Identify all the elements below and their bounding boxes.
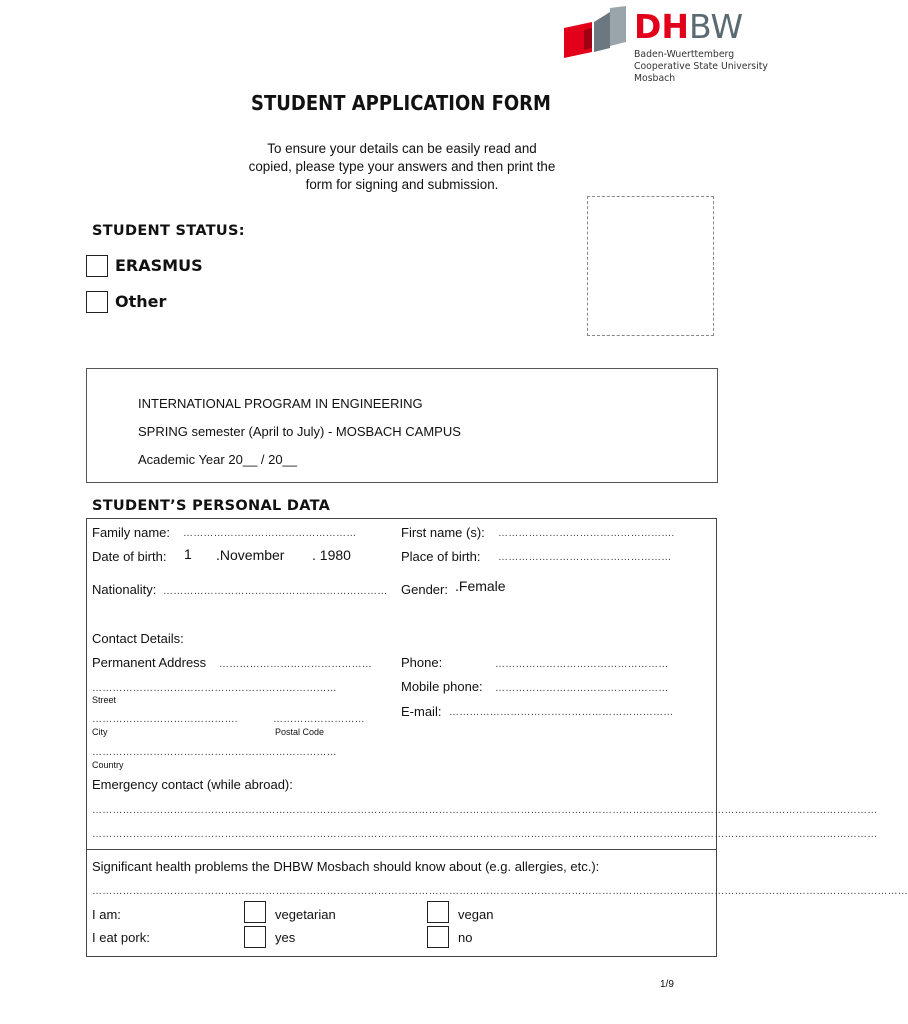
emergency-contact-line-2[interactable]: …………………………………………………………………………………………………………………………………………………………………………………………………………… xyxy=(92,829,878,840)
place-of-birth-label: Place of birth: xyxy=(401,549,481,564)
logo-subtitle-2: Cooperative State University xyxy=(634,61,768,72)
page-number: 1/9 xyxy=(660,979,674,990)
logo-subtitle-3: Mosbach xyxy=(634,73,676,84)
gender-label: Gender: xyxy=(401,582,448,597)
intro-line-3: form for signing and submission. xyxy=(305,177,499,192)
student-status-heading: STUDENT STATUS: xyxy=(92,223,245,239)
dob-year-field[interactable]: . 1980 xyxy=(312,547,351,563)
email-field[interactable]: ………………………………………………………… xyxy=(449,707,674,718)
street-label: Street xyxy=(92,695,117,705)
permanent-address-field[interactable]: ……………………………………… xyxy=(219,659,372,670)
dob-month-field[interactable]: .November xyxy=(216,547,285,563)
eat-pork-label: I eat pork: xyxy=(92,930,150,945)
other-label: Other xyxy=(115,292,167,311)
contact-details-label: Contact Details: xyxy=(92,631,184,646)
email-label: E-mail: xyxy=(401,704,442,719)
i-am-label: I am: xyxy=(92,907,121,922)
street-field[interactable]: ……………………………………………………………… xyxy=(92,683,337,694)
other-checkbox[interactable] xyxy=(86,291,108,313)
vegan-checkbox[interactable] xyxy=(427,901,449,923)
phone-label: Phone: xyxy=(401,655,443,670)
dhbw-logo-text: DHBW xyxy=(634,7,744,46)
intro-line-2: copied, please type your answers and then print the xyxy=(248,159,556,174)
pork-no-label: no xyxy=(458,930,473,945)
erasmus-checkbox[interactable] xyxy=(86,255,108,277)
mobile-phone-field[interactable]: …………………………………………… xyxy=(495,683,669,694)
dhbw-logo-mark xyxy=(562,6,630,62)
city-field[interactable]: ……………………………………. xyxy=(92,714,238,725)
postal-code-label: Postal Code xyxy=(275,727,325,737)
pork-yes-label: yes xyxy=(275,930,296,945)
health-field[interactable]: …………………………………………………………………………………………………………………………………………………………………………………………………………………… xyxy=(92,886,908,897)
place-of-birth-field[interactable]: …………………………………………… xyxy=(498,552,672,563)
mobile-phone-label: Mobile phone: xyxy=(401,679,483,694)
personal-data-heading: STUDENT’S PERSONAL DATA xyxy=(92,498,331,514)
first-name-field[interactable]: ……………………………………………. xyxy=(498,528,675,539)
intro-line-1: To ensure your details can be easily read and xyxy=(267,141,537,156)
emergency-contact-line-1[interactable]: …………………………………………………………………………………………………………………………………………………………………………………………………………… xyxy=(92,805,878,816)
program-semester: SPRING semester (April to July) - MOSBACH CAMPUS xyxy=(138,424,461,439)
logo-subtitle-1: Baden-Wuerttemberg xyxy=(634,49,735,60)
phone-field[interactable]: …………………………………………… xyxy=(495,659,669,670)
vegan-label: vegan xyxy=(458,907,494,922)
emergency-contact-label: Emergency contact (while abroad): xyxy=(92,777,293,792)
photo-placeholder[interactable] xyxy=(587,196,714,336)
section-divider xyxy=(86,849,717,850)
health-label: Significant health problems the DHBW Mosbach should know about (e.g. allergies, etc.): xyxy=(92,859,600,874)
gender-field[interactable]: .Female xyxy=(455,578,506,594)
postal-code-field[interactable]: ……………………… xyxy=(273,714,365,725)
first-name-label: First name (s): xyxy=(401,525,485,540)
family-name-field[interactable]: …………………………………………… xyxy=(183,528,357,539)
nationality-field[interactable]: ………………………………………………………… xyxy=(163,586,388,597)
permanent-address-label: Permanent Address xyxy=(92,655,207,670)
vegetarian-label: vegetarian xyxy=(275,907,336,922)
erasmus-label: ERASMUS xyxy=(115,256,203,275)
form-title: STUDENT APPLICATION FORM xyxy=(251,91,551,115)
dob-day-field[interactable]: 1 xyxy=(184,546,192,562)
vegetarian-checkbox[interactable] xyxy=(244,901,266,923)
nationality-label: Nationality: xyxy=(92,582,157,597)
program-title: INTERNATIONAL PROGRAM IN ENGINEERING xyxy=(138,396,423,411)
city-label: City xyxy=(92,727,108,737)
country-field[interactable]: ……………………………………………………………… xyxy=(92,747,337,758)
country-label: Country xyxy=(92,760,124,770)
pork-yes-checkbox[interactable] xyxy=(244,926,266,948)
dob-label: Date of birth: xyxy=(92,549,167,564)
pork-no-checkbox[interactable] xyxy=(427,926,449,948)
family-name-label: Family name: xyxy=(92,525,171,540)
program-academic-year[interactable]: Academic Year 20__ / 20__ xyxy=(138,452,298,467)
